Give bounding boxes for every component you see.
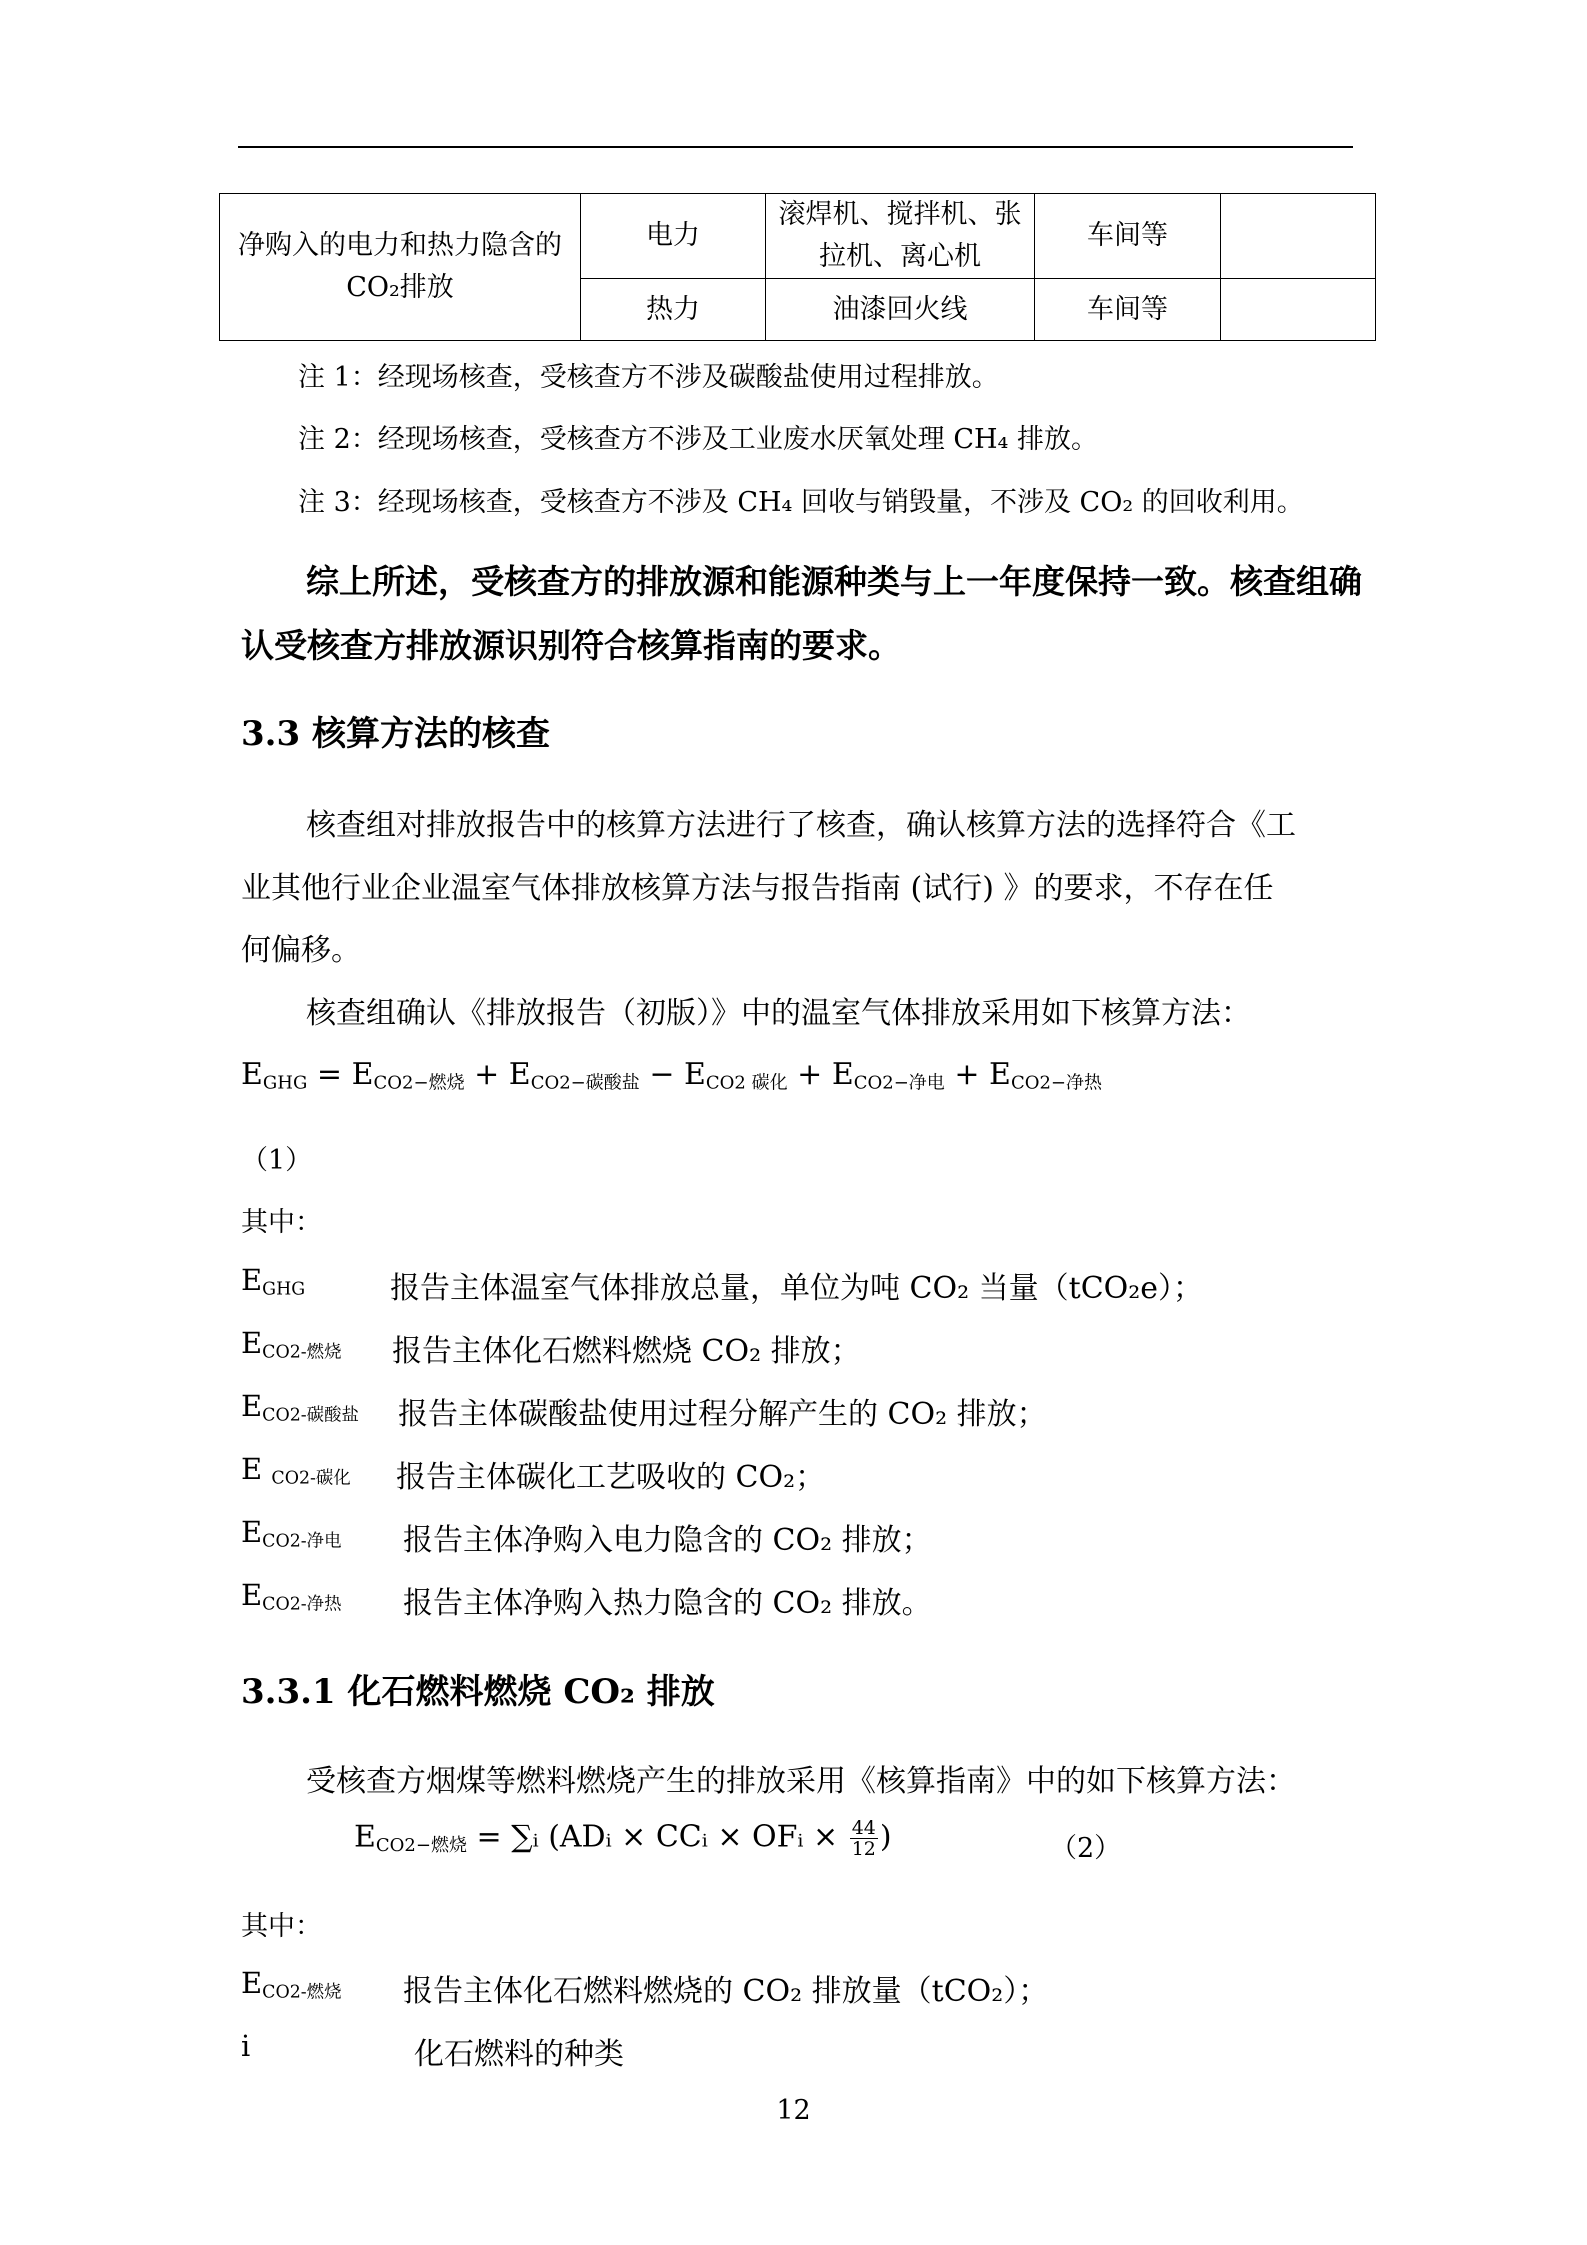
def-description: 报告主体化石燃料燃烧 CO₂ 排放； [392,1334,861,1369]
def-description: 报告主体化石燃料燃烧的 CO₂ 排放量（tCO₂）； [403,1974,1049,2009]
equipment-cell: 油漆回火线 [766,279,1035,341]
where-label: 其中： [241,1911,322,1942]
formula-2: $E_{CO2-燃烧}$ = ∑ᵢ (ADᵢ × CCᵢ × OFᵢ × $\frac{44}{12}$ ) [354,1817,892,1860]
location-cell: 车间等 [1035,279,1221,341]
def-symbol: $E_{CO2-燃烧}$ [241,1326,342,1363]
location-cell: 车间等 [1035,194,1221,279]
para-method-line-1: 核查组对排放报告中的核算方法进行了核查，确认核算方法的选择符合《工 [306,808,1296,843]
remark-cell [1221,194,1376,279]
source-category-cell: 净购入的电力和热力隐含的CO₂排放 [220,194,581,341]
where-label: 其中： [241,1207,322,1238]
def-symbol: $E_{CO2-燃烧}$ [241,1966,342,2003]
def-description: 报告主体净购入热力隐含的 CO₂ 排放。 [403,1586,932,1621]
note-1: 注 1：经现场核查，受核查方不涉及碳酸盐使用过程排放。 [298,362,999,393]
page-number: 12 [776,2095,811,2126]
para-method-line-2: 业其他行业企业温室气体排放核算方法与报告指南 (试行) 》的要求，不存在任 [241,871,1274,906]
para-method-line-3: 何偏移。 [241,933,361,968]
para-method-intro: 核查组确认《排放报告（初版）》中的温室气体排放采用如下核算方法： [306,996,1251,1031]
def-description: 报告主体净购入电力隐含的 CO₂ 排放； [403,1523,932,1558]
def-description: 报告主体温室气体排放总量，单位为吨 CO₂ 当量（tCO₂e）； [390,1271,1204,1306]
def-symbol: $E_{GHG}$ [241,1263,306,1300]
def-symbol: i [241,2029,251,2063]
def-symbol: $E_{CO2-净电}$ [241,1515,342,1552]
def-symbol: $E_{CO2-碳酸盐}$ [241,1389,359,1426]
section-heading-3-3-1: 3.3.1 化石燃料燃烧 CO₂ 排放 [241,1672,715,1712]
formula-2-number: （2） [1050,1833,1122,1864]
para-fuel-intro: 受核查方烟煤等燃料燃烧产生的排放采用《核算指南》中的如下核算方法： [306,1764,1296,1799]
emission-source-table [219,193,1376,341]
section-heading-3-3: 3.3 核算方法的核查 [241,714,550,754]
energy-cell: 热力 [581,279,766,341]
fraction-44-over-12: $\frac{44}{12}$ [851,1817,876,1860]
conclusion-line-2: 认受核查方排放源识别符合核算指南的要求。 [241,626,901,665]
formula-1-number: （1） [241,1145,313,1176]
table-row [220,194,1376,279]
remark-cell [1221,279,1376,341]
note-3: 注 3：经现场核查，受核查方不涉及 CH₄ 回收与销毁量，不涉及 CO₂ 的回收利用。 [298,487,1304,518]
header-rule [238,146,1353,148]
def-description: 化石燃料的种类 [414,2037,624,2072]
formula-1: $E_{GHG} = E_{CO2-燃烧} + E_{CO2-碳酸盐} - E_{CO2 碳化} + E_{CO2-净电} + E_{CO2-净热}$ [241,1057,1103,1094]
def-symbol: $E_{CO2-净热}$ [241,1578,342,1615]
def-description: 报告主体碳酸盐使用过程分解产生的 CO₂ 排放； [398,1397,1047,1432]
energy-cell: 电力 [581,194,766,279]
def-symbol: E $_{CO2-碳化}$ [241,1452,351,1489]
note-2: 注 2：经现场核查，受核查方不涉及工业废水厌氧处理 CH₄ 排放。 [298,424,1098,455]
conclusion-line-1: 综上所述，受核查方的排放源和能源种类与上一年度保持一致。核查组确 [306,562,1362,601]
equipment-cell: 滚焊机、搅拌机、张拉机、离心机 [766,194,1035,279]
def-description: 报告主体碳化工艺吸收的 CO₂； [396,1460,826,1495]
